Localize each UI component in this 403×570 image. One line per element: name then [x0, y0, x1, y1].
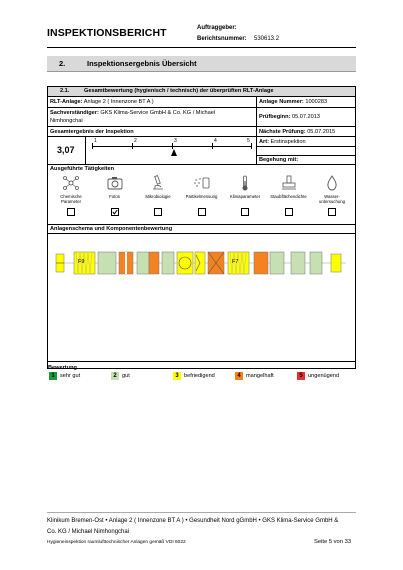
activity-label: Chemische: [60, 194, 82, 199]
activity-label: Fotos: [109, 194, 120, 199]
gesamt-row: [48, 127, 355, 137]
activity-item: [311, 174, 353, 216]
activity-label: Partikelmessung: [185, 194, 218, 199]
damper-component: [162, 252, 174, 274]
activity-label: Klimaparameter: [229, 194, 261, 199]
activity-checkbox[interactable]: [198, 208, 206, 216]
activity-checkbox[interactable]: [241, 208, 249, 216]
section-header: [47, 56, 356, 72]
activities-section: [48, 165, 355, 225]
activity-label: Staubflächendichte: [270, 194, 307, 199]
activity-checkbox[interactable]: [154, 208, 162, 216]
activity-checkbox[interactable]: [67, 208, 75, 216]
plant-schema: [48, 243, 355, 283]
footer-divider: [47, 512, 356, 513]
sachverst-value-2: Nimhongchai: [50, 118, 83, 124]
activity-label-2: [94, 199, 136, 204]
water-drop-icon: [323, 174, 341, 192]
activity-item: [50, 174, 92, 216]
schema-section: [48, 225, 355, 361]
legend-label: ungenügend: [308, 373, 340, 379]
legend-label: mangelhaft: [246, 373, 274, 379]
schema-title: Anlagenschema und Komponentenbewertung: [50, 226, 173, 232]
scale-tick-3: 3: [174, 138, 177, 144]
section-title: Inspektionsergebnis Übersicht: [87, 59, 197, 68]
anlagen-nr-label: Anlage Nummer:: [259, 99, 304, 105]
legend-item: [297, 372, 339, 380]
dust-icon: [280, 174, 298, 192]
activity-item: [181, 174, 223, 216]
activity-label-2: Parameter: [60, 199, 82, 204]
legend-section: [48, 361, 355, 369]
footer-doc-title: Hygieneinspektion raumlufttechnischer Anlagen gemäß VDI 6022: [47, 540, 186, 545]
page-number: Seite 5 von 33: [314, 539, 352, 545]
cooler-component: [208, 252, 224, 274]
section-number: 2.: [59, 59, 66, 68]
header-divider: [47, 47, 356, 48]
activity-label-2: untersuchung: [318, 199, 346, 204]
microscope-icon: [149, 174, 167, 192]
score-row: [48, 137, 355, 165]
activity-item: [224, 174, 266, 216]
score-scale: [92, 137, 252, 165]
section-component-green: [98, 252, 116, 274]
legend-swatch: 3: [173, 372, 181, 380]
intake-component: [56, 254, 64, 272]
particle-icon: [193, 174, 211, 192]
legend-item: [173, 372, 215, 380]
filter-f9-label: F9: [78, 259, 85, 265]
activity-label-2: [137, 199, 179, 204]
footer-line-1: Klinikum Bremen-Ost • Anlage 2 ( Innenzone BT A ) • Gesundheit Nord gGmbH • GKS Klima-Service GmbH &: [47, 518, 339, 524]
report-title: INSPEKTIONSBERICHT: [47, 27, 167, 39]
subsection-header: [48, 87, 355, 97]
activity-label: Mikrobiologie: [145, 194, 171, 199]
legend-label: gut: [122, 373, 130, 379]
score-value: 3,07: [57, 145, 75, 155]
activity-label-2: [268, 199, 310, 204]
naechste-label: Nächste Prüfung:: [259, 129, 306, 135]
activity-label-2: [181, 199, 223, 204]
legend-swatch: 2: [111, 372, 119, 380]
sachverst-value-1: GKS Klima-Service GmbH & Co. KG / Michael: [100, 110, 216, 116]
legend-swatch: 5: [297, 372, 305, 380]
activity-item: [94, 174, 136, 216]
activities-title: Ausgeführte Tätigkeiten: [50, 166, 115, 172]
legend-swatch: 4: [235, 372, 243, 380]
assessment-box: [47, 86, 356, 369]
filter-f7-label: F7: [232, 259, 239, 265]
anlagen-nr-value: 1000283: [305, 99, 328, 105]
sachverst-label: Sachverständiger:: [50, 110, 99, 116]
activity-checkbox[interactable]: [285, 208, 293, 216]
subsection-title: Gesamtbewertung (hygienisch / technisch) der überprüften RLT-Anlage: [84, 88, 274, 94]
rlt-row: [48, 97, 355, 108]
legend-title: Bewertung: [48, 365, 77, 371]
sachverst-row: [48, 108, 355, 127]
begehung-label: Begehung mit:: [259, 157, 299, 163]
fan-component: [177, 252, 205, 274]
activity-checkbox[interactable]: [328, 208, 336, 216]
activity-item: [268, 174, 310, 216]
scale-tick-1: 1: [94, 138, 97, 144]
activity-checkbox[interactable]: [111, 208, 119, 216]
legend-label: sehr gut: [60, 373, 81, 379]
legend-item: [111, 372, 130, 380]
activity-label: Wasser-: [324, 194, 340, 199]
auftraggeber-label: Auftraggeber:: [197, 25, 237, 31]
gesamt-label: Gesamtergebnis der Inspektion: [50, 129, 134, 135]
camera-icon: [106, 174, 124, 192]
heat-exchanger-component: [119, 252, 159, 274]
pruefbeginn-value: 05.07.2013: [291, 114, 320, 120]
activity-item: [137, 174, 179, 216]
outlet-component: [291, 252, 341, 274]
legend-item: [235, 372, 274, 380]
scale-tick-5: 5: [247, 138, 250, 144]
footer-line-2: Co. KG / Michael Nimhongchai: [47, 529, 130, 535]
chemical-icon: [62, 174, 80, 192]
score-marker-icon: [171, 149, 177, 156]
legend-swatch: 1: [49, 372, 57, 380]
legend-item: [49, 372, 80, 380]
art-label: Art:: [259, 139, 269, 145]
rlt-label: RLT-Anlage:: [50, 99, 83, 105]
legend-list: [49, 372, 355, 382]
legend-label: befriedigend: [184, 373, 215, 379]
berichtsnummer-value: 530613.2: [254, 36, 280, 42]
scale-tick-4: 4: [214, 138, 217, 144]
activity-label-2: [224, 199, 266, 204]
art-value: Erstinspektion: [270, 139, 306, 145]
naechste-value: 05.07.2015: [307, 129, 336, 135]
subsection-number: 2.1.: [60, 88, 70, 94]
scale-tick-2: 2: [134, 138, 137, 144]
pruefbeginn-label: Prüfbeginn:: [259, 114, 291, 120]
thermometer-icon: [236, 174, 254, 192]
rlt-value: Anlage 2 ( Innenzone BT A ): [83, 99, 154, 105]
berichtsnummer-label: Berichtsnummer:: [197, 36, 247, 42]
